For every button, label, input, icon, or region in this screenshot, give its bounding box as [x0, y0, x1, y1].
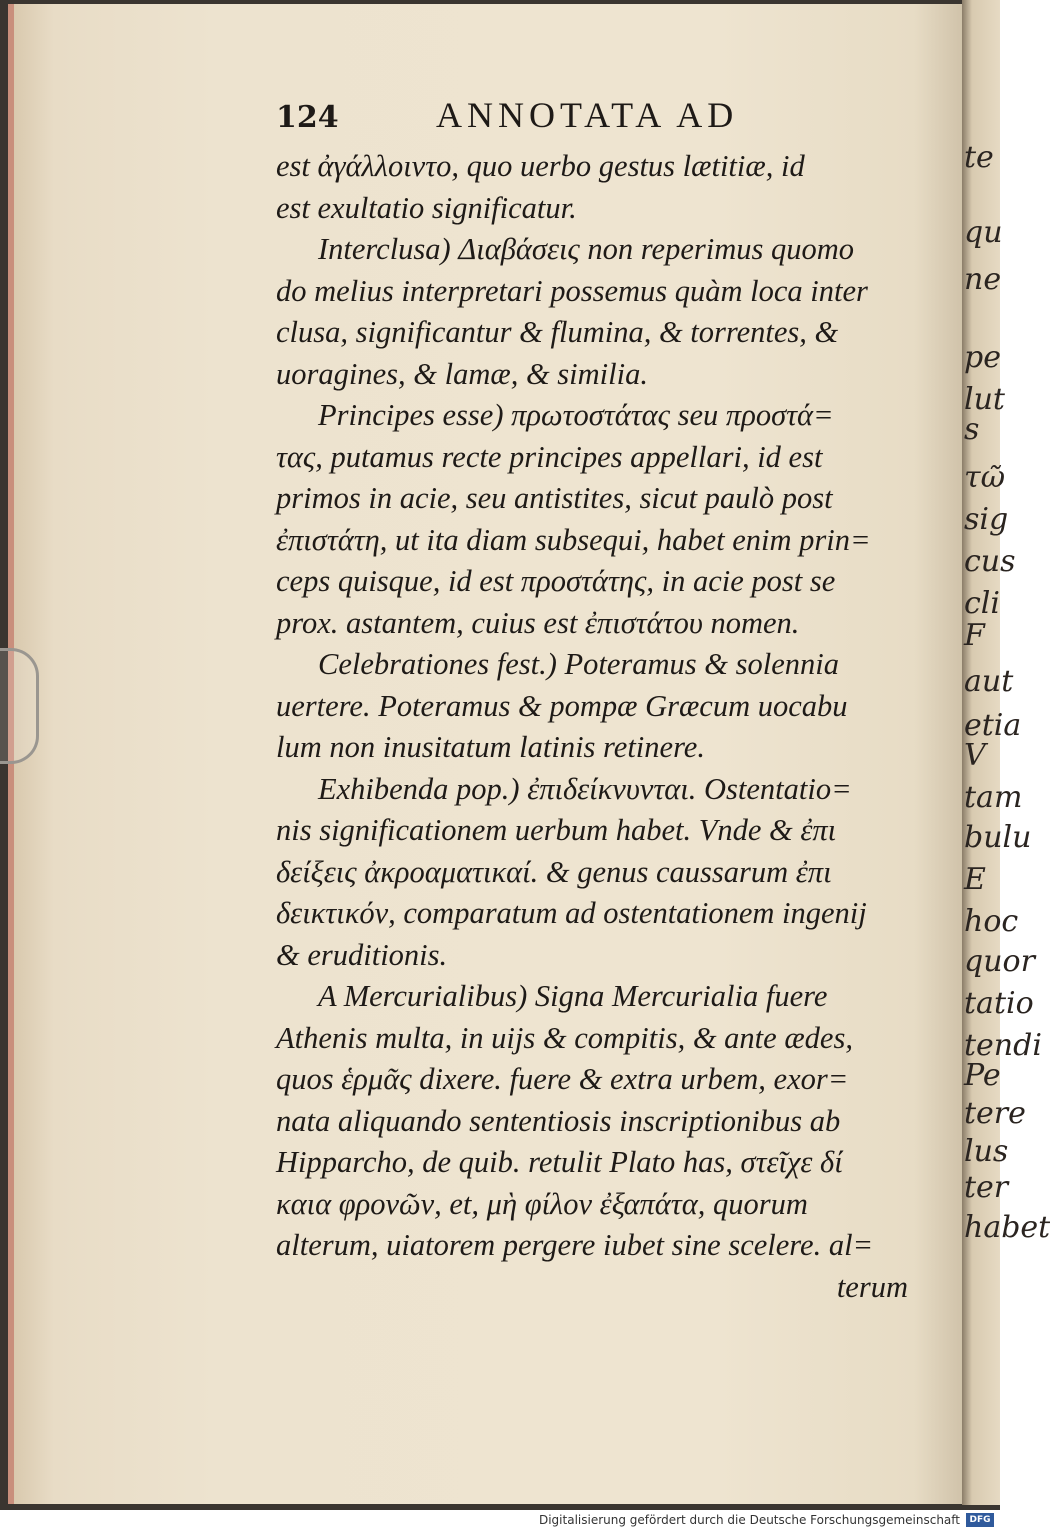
text-line: uertere. Poteramus & pompæ Græcum uocabu — [276, 688, 848, 723]
next-page-fragment: cli — [964, 586, 1000, 621]
text-line: Exhibenda pop.) ἐπιδείκνυνται. Ostentatio= — [318, 771, 852, 806]
next-page-fragment: habet — [964, 1210, 1050, 1245]
next-page-fragment: tere — [964, 1096, 1026, 1131]
page-number: 124 — [276, 100, 339, 135]
main-text — [276, 146, 926, 1308]
text-line: Principes esse) πρωτοστάτας seu προστά= — [318, 398, 834, 432]
next-page-fragment: cus — [964, 544, 1016, 579]
text-line: & eruditionis. — [276, 937, 448, 972]
text-line: δεικτικόν, comparatum ad ostentationem ingenij — [276, 896, 867, 930]
next-page-fragment: ne — [964, 262, 1002, 297]
page-header — [276, 92, 776, 140]
next-page-fragment: tendi — [964, 1028, 1042, 1063]
text-line: A Mercurialibus) Signa Mercurialia fuere — [318, 979, 828, 1013]
next-page-fragment: qu — [964, 215, 1003, 250]
text-line: τας, putamus recte principes appellari, id est — [276, 439, 823, 474]
page-clip — [0, 648, 39, 764]
next-page-fragment: tam — [964, 780, 1023, 815]
dfg-logo: DFG — [966, 1513, 994, 1527]
book-page — [8, 4, 963, 1504]
next-page-fragment: te — [964, 140, 994, 175]
next-page-fragment: quor — [964, 944, 1035, 979]
text-line: clusa, significantur & flumina, & torrentes, & — [276, 315, 839, 349]
next-page-fragment: hoc — [964, 904, 1019, 939]
text-line: prox. astantem, cuius est ἐπιστάτου nomen. — [276, 605, 800, 640]
text-line: est ἀγάλλοιντο, quo uerbo gestus lætitiæ, id — [276, 149, 805, 183]
footer — [0, 1510, 1000, 1532]
next-page-fragment: ter — [964, 1170, 1009, 1205]
footer-credit: Digitalisierung gefördert durch die Deutsche Forschungsgemeinschaft — [538, 1513, 960, 1527]
next-page-fragment: Pe — [964, 1058, 1001, 1093]
text-line: lum non inusitatum latinis retinere. — [276, 730, 705, 764]
text-line: nata aliquando sententiosis inscriptionibus ab — [276, 1103, 841, 1138]
next-page-fragment: lut — [964, 382, 1005, 417]
next-page-edge — [962, 0, 1050, 1505]
text-line: ceps quisque, id est προστάτης, in acie post se — [276, 564, 836, 598]
text-line: alterum, uiatorem pergere iubet sine scelere. al= — [276, 1228, 874, 1262]
text-line: Hipparcho, de quib. retulit Plato has, στεῖχε δί — [276, 1145, 843, 1179]
next-page-fragment: tatio — [964, 986, 1034, 1021]
text-line: uoragines, & lamæ, & similia. — [276, 356, 648, 391]
next-page-fragment: τῶ — [964, 460, 1006, 495]
text-line: nis significationem uerbum habet. Vnde & ἐπι — [276, 813, 837, 847]
text-line: δείξεις ἀκροαματικαί. & genus caussarum ἐπι — [276, 854, 832, 889]
next-page-fragment: E — [964, 862, 986, 897]
next-page-fragment: sig — [964, 502, 1009, 537]
text-line: Celebrationes fest.) Poteramus & solennia — [318, 647, 839, 681]
text-line: Interclusa) Διαβάσεις non reperimus quomo — [318, 232, 855, 266]
text-line: primos in acie, seu antistites, sicut paulò post — [276, 481, 833, 515]
text-line: terum — [836, 1269, 908, 1304]
text-line: καια φρονῶν, et, μὴ φίλον ἐξαπάτα, quorum — [276, 1186, 808, 1221]
next-page-fragment: lus — [964, 1134, 1009, 1169]
next-page-fragment: F — [964, 618, 985, 653]
next-page-fragment: etia — [964, 708, 1022, 743]
text-line: do melius interpretari possemus quàm loca inter — [276, 273, 868, 308]
next-page-fragment: V — [964, 738, 986, 773]
next-page-fragment: s — [964, 412, 980, 447]
next-page-fragment: aut — [964, 664, 1014, 699]
text-line: est exultatio significatur. — [276, 190, 577, 225]
next-page-fragment: bulu — [964, 820, 1032, 855]
text-line: quos ἑρμᾶς dixere. fuere & extra urbem, exor= — [276, 1062, 849, 1096]
running-head: ANNOTATA AD — [436, 95, 739, 135]
text-line: Athenis multa, in uijs & compitis, & ante ædes, — [276, 1020, 853, 1055]
next-page-fragment: pe — [964, 340, 1001, 375]
text-line: ἐπιστάτη, ut ita diam subsequi, habet enim prin= — [276, 522, 871, 557]
